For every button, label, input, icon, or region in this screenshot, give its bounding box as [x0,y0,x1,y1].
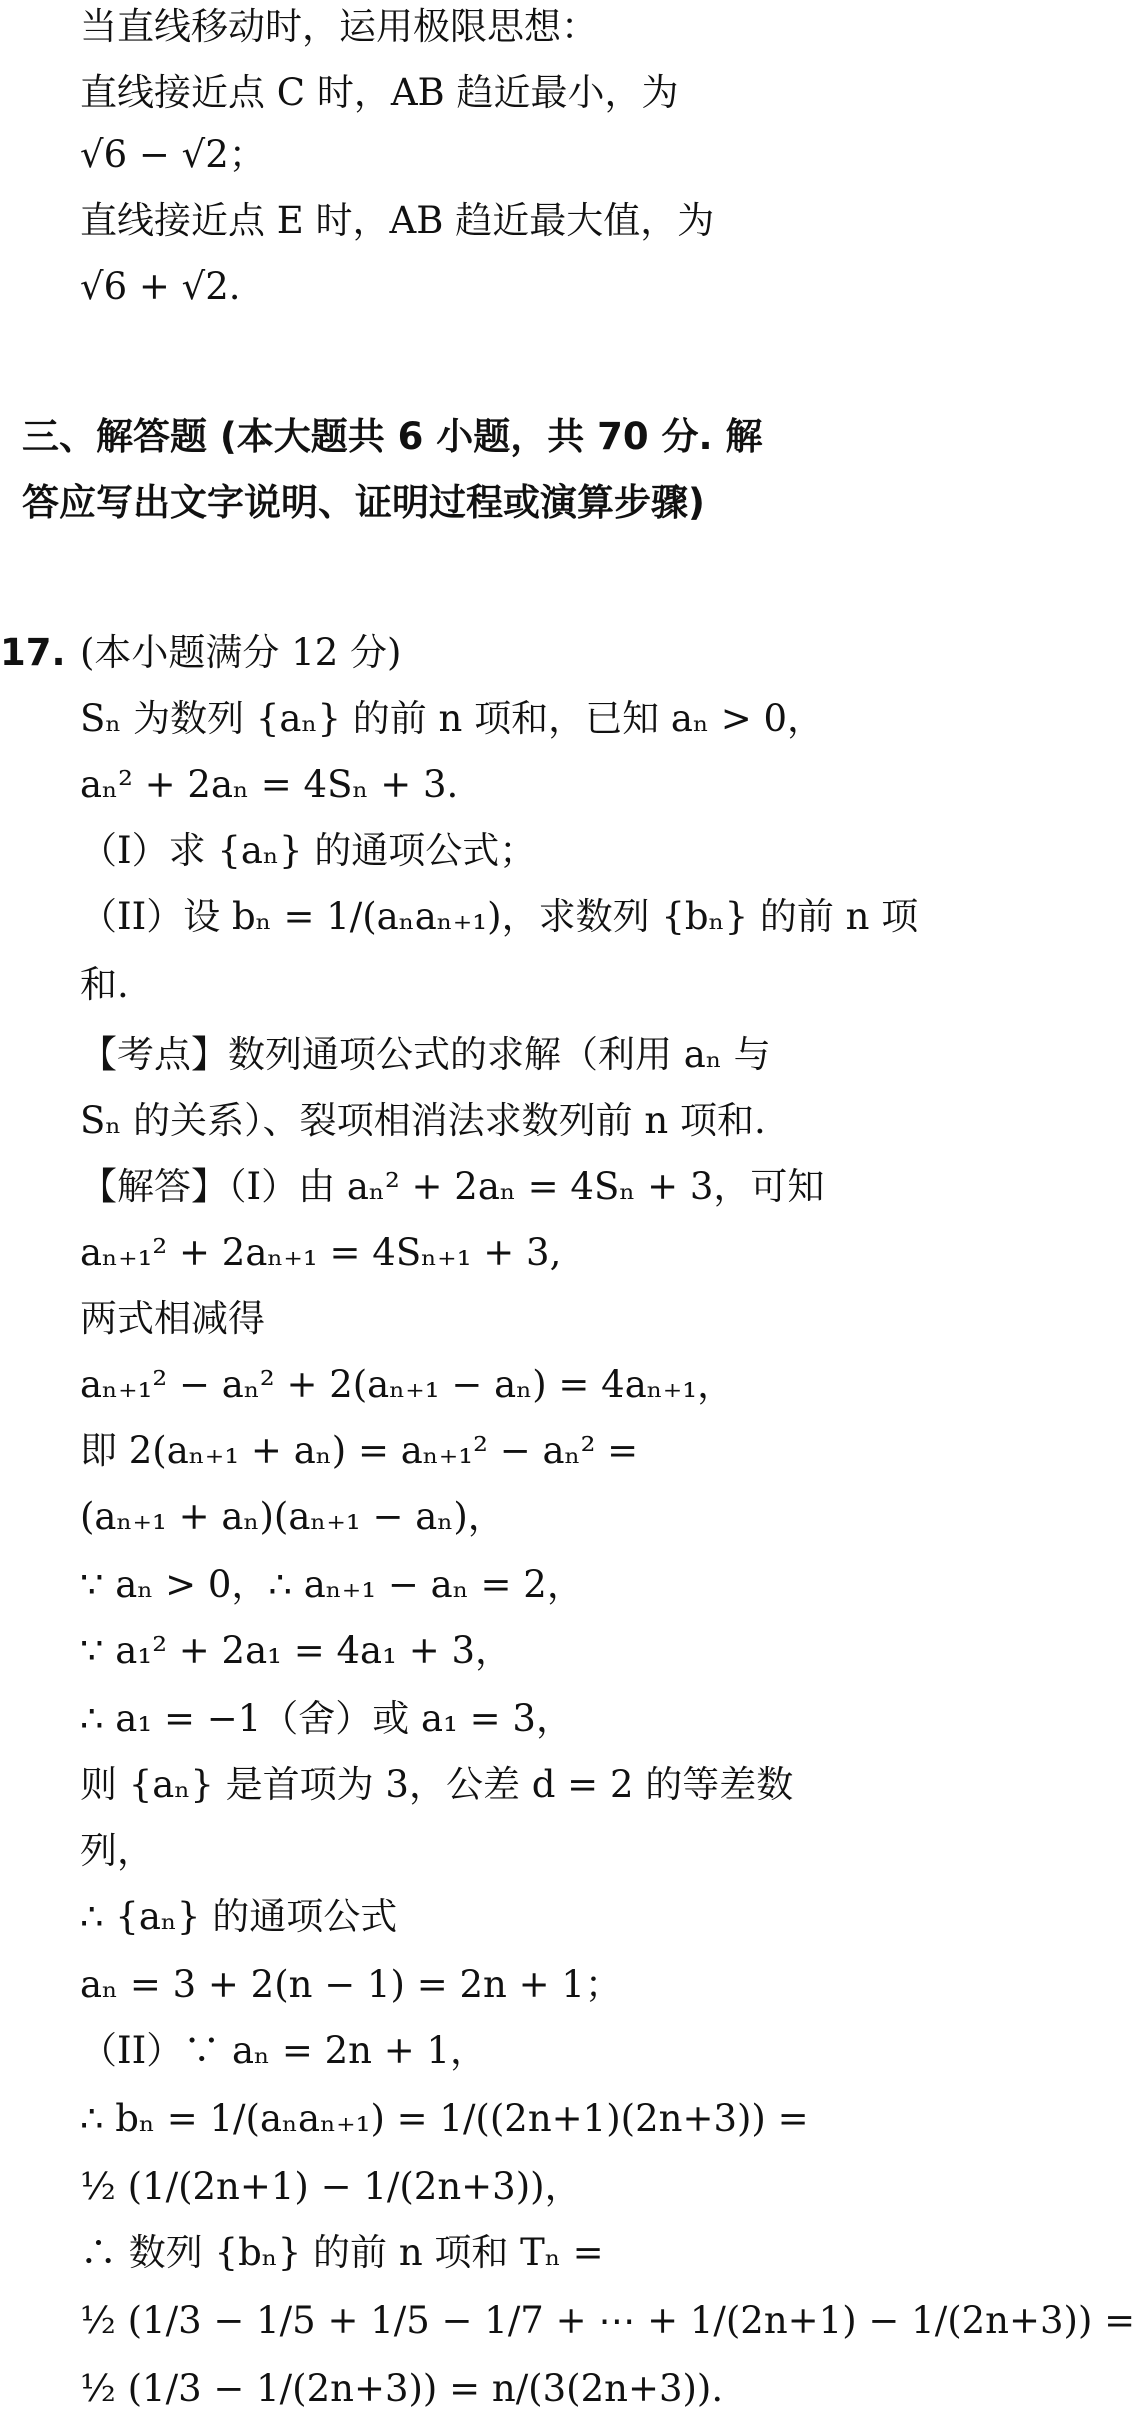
problem-number: 17. [0,631,66,674]
text-line: 即 2(aₙ₊₁ + aₙ) = aₙ₊₁² − aₙ² = [80,1429,639,1472]
text-line: 列， [80,1829,154,1872]
text-line: aₙ = 3 + 2(n − 1) = 2n + 1； [80,1963,622,2006]
text-line: 【考点】数列通项公式的求解（利用 aₙ 与 [80,1033,771,1076]
text-line: 当直线移动时，运用极限思想： [80,5,598,48]
section-heading: 三、解答题 (本大题共 6 小题，共 70 分. 解 [22,415,763,458]
text-line: ∵ a₁² + 2a₁ = 4a₁ + 3， [80,1629,513,1672]
text-line: aₙ₊₁² + 2aₙ₊₁ = 4Sₙ₊₁ + 3, [80,1231,562,1274]
text-line: (aₙ₊₁ + aₙ)(aₙ₊₁ − aₙ)， [80,1495,505,1538]
text-line: √6 + √2. [80,265,241,308]
text-line: ∴ a₁ = −1（舍）或 a₁ = 3， [80,1697,573,1740]
text-line: ∵ aₙ > 0，∴ aₙ₊₁ − aₙ = 2， [80,1563,584,1606]
text-line: 直线接近点 E 时，AB 趋近最大值，为 [80,199,715,242]
text-line: ∴ {aₙ} 的通项公式 [80,1895,398,1938]
text-line: 和. [80,963,129,1006]
text-line: 直线接近点 C 时，AB 趋近最小，为 [80,71,679,114]
text-line: ½ (1/3 − 1/(2n+3)) = n/(3(2n+3)). [80,2367,724,2410]
text-line: 则 {aₙ} 是首项为 3，公差 d = 2 的等差数 [80,1763,794,1806]
text-line: ½ (1/3 − 1/5 + 1/5 − 1/7 + ⋯ + 1/(2n+1) − 1/(2n+3)) = [80,2299,1135,2342]
problem-title: (本小题满分 12 分) [80,631,402,674]
text-line: aₙ² + 2aₙ = 4Sₙ + 3. [80,763,459,806]
text-line: （I）求 {aₙ} 的通项公式； [80,829,537,872]
text-line: ½ (1/(2n+1) − 1/(2n+3))， [80,2165,582,2208]
section-heading: 答应写出文字说明、证明过程或演算步骤) [22,481,705,524]
text-line: ∴ bₙ = 1/(aₙaₙ₊₁) = 1/((2n+1)(2n+3)) = [80,2097,809,2140]
text-line: （II）∵ aₙ = 2n + 1， [80,2029,488,2072]
text-line: （II）设 bₙ = 1/(aₙaₙ₊₁)，求数列 {bₙ} 的前 n 项 [80,895,919,938]
text-line: 【解答】（I）由 aₙ² + 2aₙ = 4Sₙ + 3，可知 [80,1165,825,1208]
text-line: aₙ₊₁² − aₙ² + 2(aₙ₊₁ − aₙ) = 4aₙ₊₁， [80,1363,735,1406]
text-line: Sₙ 的关系）、裂项相消法求数列前 n 项和. [80,1099,766,1142]
text-line: √6 − √2； [80,133,266,176]
text-line: ∴ 数列 {bₙ} 的前 n 项和 Tₙ = [80,2231,604,2274]
text-line: 两式相减得 [80,1297,265,1340]
text-line: Sₙ 为数列 {aₙ} 的前 n 项和，已知 aₙ > 0， [80,697,825,740]
